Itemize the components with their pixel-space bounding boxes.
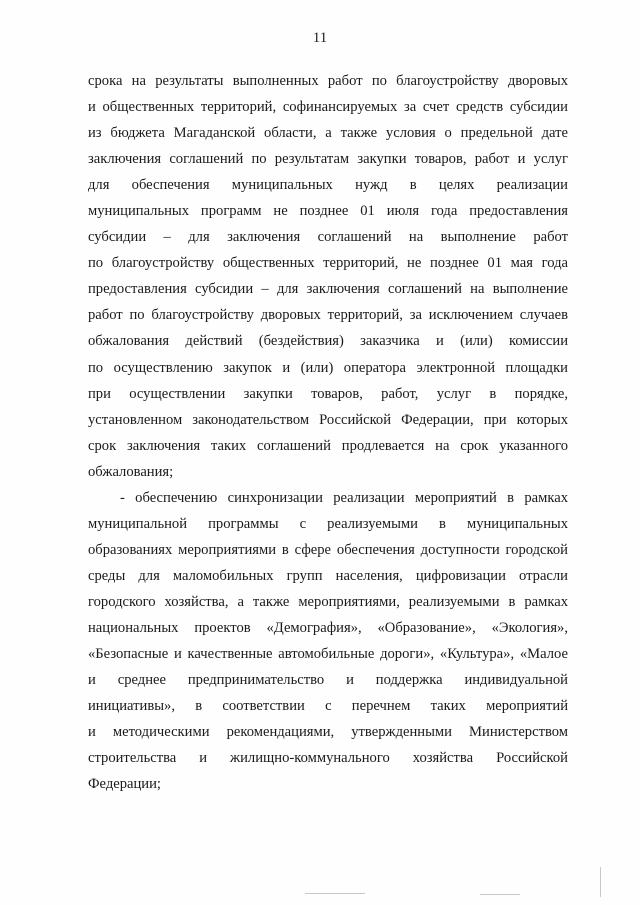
text-line: образованиях мероприятиями в сфере обеспечения доступности городской: [88, 541, 568, 558]
text-line: срока на результаты выполненных работ по благоустройству дворовых: [88, 73, 568, 89]
body-text: [88, 68, 568, 797]
text-line: работ по благоустройству дворовых территорий, за исключением случаев: [88, 307, 568, 324]
text-line: и методическими рекомендациями, утвержденными Министерством: [88, 724, 568, 741]
text-line: для обеспечения муниципальных нужд в целях реализации: [88, 177, 568, 194]
text-line: срок заключения таких соглашений продлевается на срок указанного: [88, 437, 568, 454]
scan-artifact: [305, 893, 365, 894]
paragraph: [88, 485, 568, 798]
text-line: муниципальной программы с реализуемыми в муниципальных: [88, 515, 568, 532]
text-line: предоставления субсидии – для заключения соглашений на выполнение: [88, 281, 568, 298]
text-line: «Безопасные и качественные автомобильные дороги», «Культура», «Малое: [88, 646, 568, 663]
text-line: - обеспечению синхронизации реализации мероприятий в рамках: [120, 489, 568, 506]
paragraph: [88, 68, 568, 485]
text-line: строительства и жилищно-коммунального хозяйства Российской: [88, 750, 568, 767]
text-line: инициативы», в соответствии с перечнем таких мероприятий: [88, 698, 568, 715]
text-line: городского хозяйства, а также мероприятиями, реализуемыми в рамках: [88, 593, 568, 610]
scan-artifact: [480, 894, 520, 895]
text-line: Федерации;: [88, 776, 161, 793]
text-line: по осуществлению закупок и (или) оператора электронной площадки: [88, 359, 568, 376]
text-line: заключения соглашений по результатам закупки товаров, работ и услуг: [88, 151, 568, 168]
text-line: национальных проектов «Демография», «Образование», «Экология»,: [88, 619, 568, 636]
text-line: при осуществлении закупки товаров, работ, услуг в порядке,: [88, 385, 568, 402]
text-line: и среднее предпринимательство и поддержка индивидуальной: [88, 672, 568, 689]
scan-artifact: [600, 867, 601, 897]
text-line: установленном законодательством Российской Федерации, при которых: [88, 411, 568, 428]
text-line: обжалования действий (бездействия) заказчика и (или) комиссии: [88, 333, 568, 350]
text-line: и общественных территорий, софинансируемых за счет средств субсидии: [88, 99, 568, 116]
text-line: по благоустройству общественных территорий, не позднее 01 мая года: [88, 255, 568, 272]
text-line: обжалования;: [88, 463, 174, 480]
text-line: из бюджета Магаданской области, а также условия о предельной дате: [88, 125, 568, 142]
text-line: среды для маломобильных групп населения, цифровизации отрасли: [88, 567, 568, 584]
text-line: муниципальных программ не позднее 01 июля года предоставления: [88, 203, 568, 220]
text-line: субсидии – для заключения соглашений на выполнение работ: [88, 229, 568, 246]
page-number: 11: [312, 30, 328, 46]
